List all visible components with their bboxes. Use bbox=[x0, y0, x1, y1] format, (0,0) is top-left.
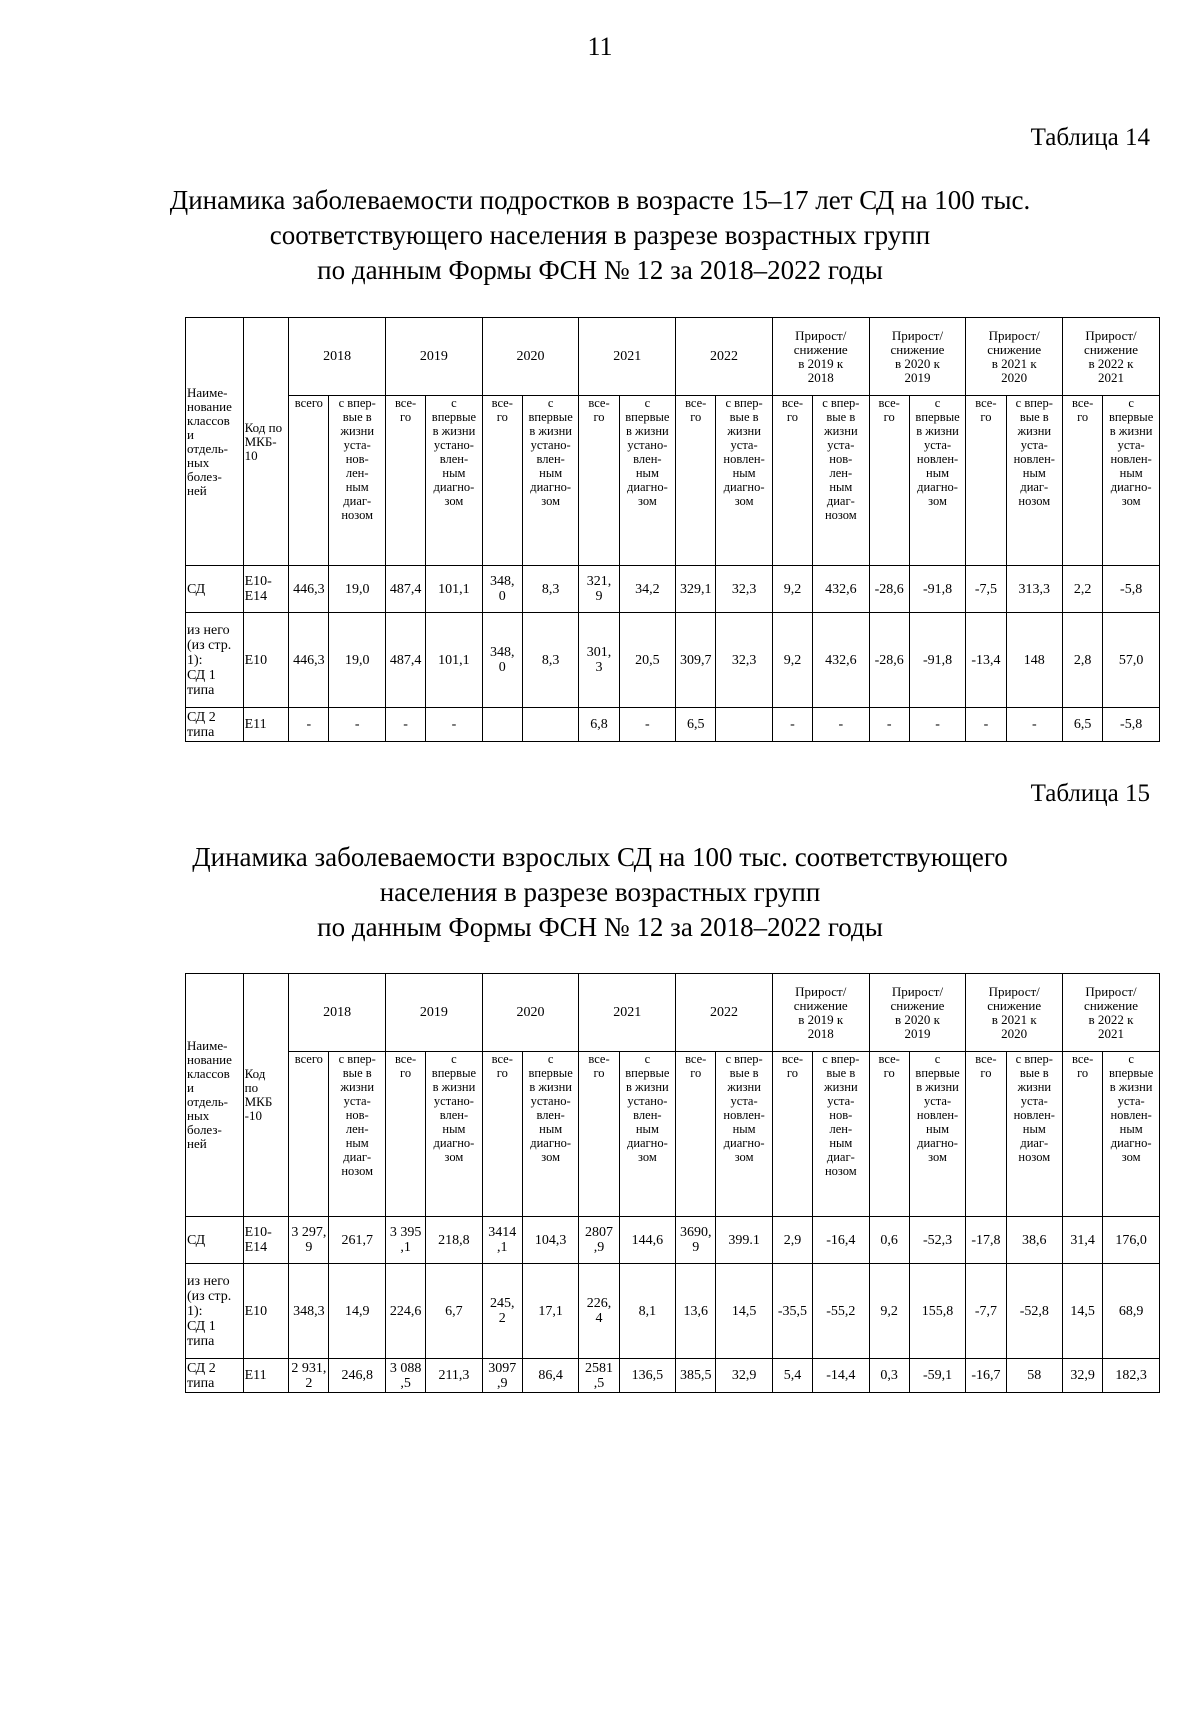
row-name: из него (из стр. 1): СД 1 типа bbox=[186, 613, 244, 708]
subheader-first-diagnosed: с впер- вые в жизни уста- новлен- ным диаг- нозом bbox=[1006, 1052, 1063, 1217]
table-cell: 3 395 ,1 bbox=[385, 1217, 425, 1264]
header-row-subcolumns bbox=[186, 1052, 1160, 1217]
table-cell: -91,8 bbox=[909, 613, 966, 708]
table-cell: 2581 ,5 bbox=[579, 1359, 619, 1393]
table-cell: 86,4 bbox=[522, 1359, 579, 1393]
table-row bbox=[186, 708, 1160, 742]
table-cell: 14,5 bbox=[716, 1264, 773, 1359]
subheader-first-diagnosed: с впер- вые в жизни уста- нов- лен- ным диаг- нозом bbox=[329, 396, 386, 566]
table-cell: - bbox=[426, 708, 483, 742]
table-cell: 399.1 bbox=[716, 1217, 773, 1264]
table-cell: -52,3 bbox=[909, 1217, 966, 1264]
year-header: 2022 bbox=[676, 974, 773, 1052]
table-cell: 101,1 bbox=[426, 566, 483, 613]
page-number: 11 bbox=[587, 32, 613, 61]
year-header: 2021 bbox=[579, 974, 676, 1052]
table-cell: 32,3 bbox=[716, 566, 773, 613]
table-cell: 58 bbox=[1006, 1359, 1063, 1393]
table-cell: 34,2 bbox=[619, 566, 676, 613]
table-cell: 313,3 bbox=[1006, 566, 1063, 613]
table-row bbox=[186, 566, 1160, 613]
year-header: 2022 bbox=[676, 318, 773, 396]
row-name: из него (из стр. 1): СД 1 типа bbox=[186, 1264, 244, 1359]
row-name: СД bbox=[186, 566, 244, 613]
table-cell: - bbox=[772, 708, 812, 742]
table-cell: 2807 ,9 bbox=[579, 1217, 619, 1264]
table-row bbox=[186, 1264, 1160, 1359]
table-cell: 6,5 bbox=[1063, 708, 1103, 742]
table-cell: -28,6 bbox=[869, 613, 909, 708]
table-cell: 20,5 bbox=[619, 613, 676, 708]
table-cell: 32,9 bbox=[1063, 1359, 1103, 1393]
table-cell: 245, 2 bbox=[482, 1264, 522, 1359]
subheader-first-diagnosed: с впер- вые в жизни уста- нов- лен- ным диаг- нозом bbox=[813, 1052, 870, 1217]
table-cell: 301, 3 bbox=[579, 613, 619, 708]
table-cell: 13,6 bbox=[676, 1264, 716, 1359]
table-cell: 148 bbox=[1006, 613, 1063, 708]
column-header-code: Код по МКБ- 10 bbox=[243, 318, 289, 566]
subheader-total: все- го bbox=[579, 396, 619, 566]
table-cell: 321, 9 bbox=[579, 566, 619, 613]
table-cell: 2,9 bbox=[772, 1217, 812, 1264]
change-header: Прирост/ снижение в 2019 к 2018 bbox=[772, 318, 869, 396]
change-header: Прирост/ снижение в 2021 к 2020 bbox=[966, 318, 1063, 396]
table-cell: -91,8 bbox=[909, 566, 966, 613]
change-header: Прирост/ снижение в 2020 к 2019 bbox=[869, 974, 966, 1052]
table-cell: 104,3 bbox=[522, 1217, 579, 1264]
table-cell: 309,7 bbox=[676, 613, 716, 708]
table-cell: - bbox=[813, 708, 870, 742]
table-cell: 136,5 bbox=[619, 1359, 676, 1393]
table-cell: - bbox=[909, 708, 966, 742]
table-cell: 144,6 bbox=[619, 1217, 676, 1264]
table-cell: -17,8 bbox=[966, 1217, 1006, 1264]
table-cell bbox=[482, 708, 522, 742]
title-line: по данным Формы ФСН № 12 за 2018–2022 годы bbox=[317, 912, 883, 942]
table-cell: 9,2 bbox=[869, 1264, 909, 1359]
table-cell: -7,7 bbox=[966, 1264, 1006, 1359]
subheader-first-diagnosed: с впервые в жизни уста- новлен- ным диагно- зом bbox=[909, 1052, 966, 1217]
subheader-first-diagnosed: с впер- вые в жизни уста- новлен- ным диагно- зом bbox=[716, 396, 773, 566]
table-cell: 101,1 bbox=[426, 613, 483, 708]
subheader-total: все- го bbox=[482, 396, 522, 566]
column-header-name: Наиме- нование классов и отдель- ных болез- ней bbox=[186, 974, 244, 1217]
change-header: Прирост/ снижение в 2019 к 2018 bbox=[772, 974, 869, 1052]
subheader-total: все- го bbox=[869, 1052, 909, 1217]
subheader-first-diagnosed: с впер- вые в жизни уста- новлен- ным диаг- нозом bbox=[1006, 396, 1063, 566]
table-cell: -35,5 bbox=[772, 1264, 812, 1359]
table-cell: 2,2 bbox=[1063, 566, 1103, 613]
subheader-total: все- го bbox=[676, 1052, 716, 1217]
row-code: E10 bbox=[243, 1264, 289, 1359]
table-cell: 9,2 bbox=[772, 566, 812, 613]
row-code: E10 bbox=[243, 613, 289, 708]
table-cell: 446,3 bbox=[289, 613, 329, 708]
column-header-name: Наиме- нование классов и отдель- ных болез- ней bbox=[186, 318, 244, 566]
subheader-first-diagnosed: с впервые в жизни устано- влен- ным диагно- зом bbox=[619, 396, 676, 566]
row-code: E11 bbox=[243, 708, 289, 742]
table-cell: 211,3 bbox=[426, 1359, 483, 1393]
table-cell: -5,8 bbox=[1103, 566, 1160, 613]
table-cell: 8,3 bbox=[522, 566, 579, 613]
subheader-total: все- го bbox=[676, 396, 716, 566]
table-cell: -14,4 bbox=[813, 1359, 870, 1393]
table-cell: 8,3 bbox=[522, 613, 579, 708]
subheader-total: всего bbox=[289, 1052, 329, 1217]
table-cell: 57,0 bbox=[1103, 613, 1160, 708]
title-line: Динамика заболеваемости подростков в возрасте 15–17 лет СД на 100 тыс. bbox=[169, 185, 1031, 215]
row-code: E11 bbox=[243, 1359, 289, 1393]
table-cell: 17,1 bbox=[522, 1264, 579, 1359]
table-cell: -52,8 bbox=[1006, 1264, 1063, 1359]
subheader-first-diagnosed: с впер- вые в жизни уста- новлен- ным диагно- зом bbox=[716, 1052, 773, 1217]
table-cell: 3690, 9 bbox=[676, 1217, 716, 1264]
subheader-first-diagnosed: с впервые в жизни устано- влен- ным диагно- зом bbox=[522, 1052, 579, 1217]
table-cell: 6,5 bbox=[676, 708, 716, 742]
table-cell: 3414 ,1 bbox=[482, 1217, 522, 1264]
table-cell: 3 297, 9 bbox=[289, 1217, 329, 1264]
year-header: 2021 bbox=[579, 318, 676, 396]
year-header: 2020 bbox=[482, 974, 579, 1052]
subheader-first-diagnosed: с впервые в жизни устано- влен- ным диагно- зом bbox=[619, 1052, 676, 1217]
table-cell: - bbox=[1006, 708, 1063, 742]
subheader-total: все- го bbox=[1063, 396, 1103, 566]
change-header: Прирост/ снижение в 2021 к 2020 bbox=[966, 974, 1063, 1052]
change-header: Прирост/ снижение в 2022 к 2021 bbox=[1063, 974, 1160, 1052]
table-cell: - bbox=[966, 708, 1006, 742]
subheader-first-diagnosed: с впервые в жизни уста- новлен- ным диагно- зом bbox=[909, 396, 966, 566]
table-cell: 14,9 bbox=[329, 1264, 386, 1359]
subheader-total: все- го bbox=[1063, 1052, 1103, 1217]
table-15-title bbox=[0, 840, 1200, 945]
column-header-code: Код по МКБ -10 bbox=[243, 974, 289, 1217]
header-row-groups bbox=[186, 974, 1160, 1052]
table-cell: -16,4 bbox=[813, 1217, 870, 1264]
subheader-total: все- го bbox=[579, 1052, 619, 1217]
header-row-subcolumns bbox=[186, 396, 1160, 566]
table-cell: 155,8 bbox=[909, 1264, 966, 1359]
table-cell: -13,4 bbox=[966, 613, 1006, 708]
table-cell: 8,1 bbox=[619, 1264, 676, 1359]
row-code: E10- E14 bbox=[243, 566, 289, 613]
table-cell: 6,8 bbox=[579, 708, 619, 742]
table-row bbox=[186, 613, 1160, 708]
table-14 bbox=[185, 317, 1160, 742]
title-line: населения в разрезе возрастных групп bbox=[379, 877, 821, 907]
table-cell: -5,8 bbox=[1103, 708, 1160, 742]
table-cell: 19,0 bbox=[329, 613, 386, 708]
subheader-first-diagnosed: с впервые в жизни устано- влен- ным диагно- зом bbox=[426, 396, 483, 566]
table-cell: 432,6 bbox=[813, 566, 870, 613]
table-cell: 0,6 bbox=[869, 1217, 909, 1264]
table-cell: -55,2 bbox=[813, 1264, 870, 1359]
table-cell: 14,5 bbox=[1063, 1264, 1103, 1359]
table-cell: 19,0 bbox=[329, 566, 386, 613]
subheader-total: все- го bbox=[772, 1052, 812, 1217]
table-cell: - bbox=[385, 708, 425, 742]
table-cell: 226, 4 bbox=[579, 1264, 619, 1359]
table-cell: 38,6 bbox=[1006, 1217, 1063, 1264]
table-cell: 224,6 bbox=[385, 1264, 425, 1359]
title-line: соответствующего населения в разрезе возрастных групп bbox=[269, 220, 931, 250]
year-header: 2018 bbox=[289, 974, 386, 1052]
table-cell: 261,7 bbox=[329, 1217, 386, 1264]
subheader-first-diagnosed: с впервые в жизни устано- влен- ным диагно- зом bbox=[426, 1052, 483, 1217]
table-cell: 6,7 bbox=[426, 1264, 483, 1359]
table-cell: 348,3 bbox=[289, 1264, 329, 1359]
subheader-total: все- го bbox=[385, 1052, 425, 1217]
row-name: СД bbox=[186, 1217, 244, 1264]
table-cell: 218,8 bbox=[426, 1217, 483, 1264]
table-cell: 432,6 bbox=[813, 613, 870, 708]
table-cell: - bbox=[289, 708, 329, 742]
table-cell: 32,9 bbox=[716, 1359, 773, 1393]
year-header: 2019 bbox=[385, 974, 482, 1052]
table-14-title bbox=[0, 183, 1200, 288]
table-cell: 329,1 bbox=[676, 566, 716, 613]
row-name: СД 2 типа bbox=[186, 1359, 244, 1393]
table-cell bbox=[716, 708, 773, 742]
table-15-label: Таблица 15 bbox=[1030, 780, 1150, 807]
table-cell: 446,3 bbox=[289, 566, 329, 613]
table-cell: 2,8 bbox=[1063, 613, 1103, 708]
year-header: 2018 bbox=[289, 318, 386, 396]
table-cell: 9,2 bbox=[772, 613, 812, 708]
table-cell: -28,6 bbox=[869, 566, 909, 613]
table-cell: 32,3 bbox=[716, 613, 773, 708]
title-line: Динамика заболеваемости взрослых СД на 100 тыс. соответствующего bbox=[192, 842, 1008, 872]
table-row bbox=[186, 1359, 1160, 1393]
table-cell: 0,3 bbox=[869, 1359, 909, 1393]
table-cell: 348, 0 bbox=[482, 566, 522, 613]
table-cell: 3097 ,9 bbox=[482, 1359, 522, 1393]
table-cell: 182,3 bbox=[1103, 1359, 1160, 1393]
subheader-first-diagnosed: с впервые в жизни устано- влен- ным диагно- зом bbox=[522, 396, 579, 566]
table-15 bbox=[185, 973, 1160, 1393]
table-row bbox=[186, 1217, 1160, 1264]
table-cell: -16,7 bbox=[966, 1359, 1006, 1393]
table-cell: 68,9 bbox=[1103, 1264, 1160, 1359]
subheader-first-diagnosed: с впервые в жизни уста- новлен- ным диагно- зом bbox=[1103, 396, 1160, 566]
table-cell: 176,0 bbox=[1103, 1217, 1160, 1264]
table-cell: 487,4 bbox=[385, 566, 425, 613]
table-cell: 3 088 ,5 bbox=[385, 1359, 425, 1393]
subheader-first-diagnosed: с впервые в жизни уста- новлен- ным диагно- зом bbox=[1103, 1052, 1160, 1217]
subheader-total: все- го bbox=[869, 396, 909, 566]
table-cell: - bbox=[619, 708, 676, 742]
year-header: 2019 bbox=[385, 318, 482, 396]
table-cell: 487,4 bbox=[385, 613, 425, 708]
table-cell: - bbox=[329, 708, 386, 742]
subheader-first-diagnosed: с впер- вые в жизни уста- нов- лен- ным диаг- нозом bbox=[813, 396, 870, 566]
change-header: Прирост/ снижение в 2020 к 2019 bbox=[869, 318, 966, 396]
row-code: E10- E14 bbox=[243, 1217, 289, 1264]
table-cell: -59,1 bbox=[909, 1359, 966, 1393]
table-cell: 2 931, 2 bbox=[289, 1359, 329, 1393]
subheader-total: все- го bbox=[966, 396, 1006, 566]
table-cell: - bbox=[869, 708, 909, 742]
subheader-total: все- го bbox=[482, 1052, 522, 1217]
year-header: 2020 bbox=[482, 318, 579, 396]
row-name: СД 2 типа bbox=[186, 708, 244, 742]
subheader-total: все- го bbox=[772, 396, 812, 566]
table-cell: 5,4 bbox=[772, 1359, 812, 1393]
title-line: по данным Формы ФСН № 12 за 2018–2022 годы bbox=[317, 255, 883, 285]
change-header: Прирост/ снижение в 2022 к 2021 bbox=[1063, 318, 1160, 396]
table-cell: 246,8 bbox=[329, 1359, 386, 1393]
header-row-groups bbox=[186, 318, 1160, 396]
table-cell: -7,5 bbox=[966, 566, 1006, 613]
subheader-total: все- го bbox=[385, 396, 425, 566]
table-cell: 385,5 bbox=[676, 1359, 716, 1393]
subheader-total: все- го bbox=[966, 1052, 1006, 1217]
table-14-label: Таблица 14 bbox=[1030, 124, 1150, 151]
subheader-total: всего bbox=[289, 396, 329, 566]
subheader-first-diagnosed: с впер- вые в жизни уста- нов- лен- ным диаг- нозом bbox=[329, 1052, 386, 1217]
table-cell: 348, 0 bbox=[482, 613, 522, 708]
table-cell bbox=[522, 708, 579, 742]
table-cell: 31,4 bbox=[1063, 1217, 1103, 1264]
